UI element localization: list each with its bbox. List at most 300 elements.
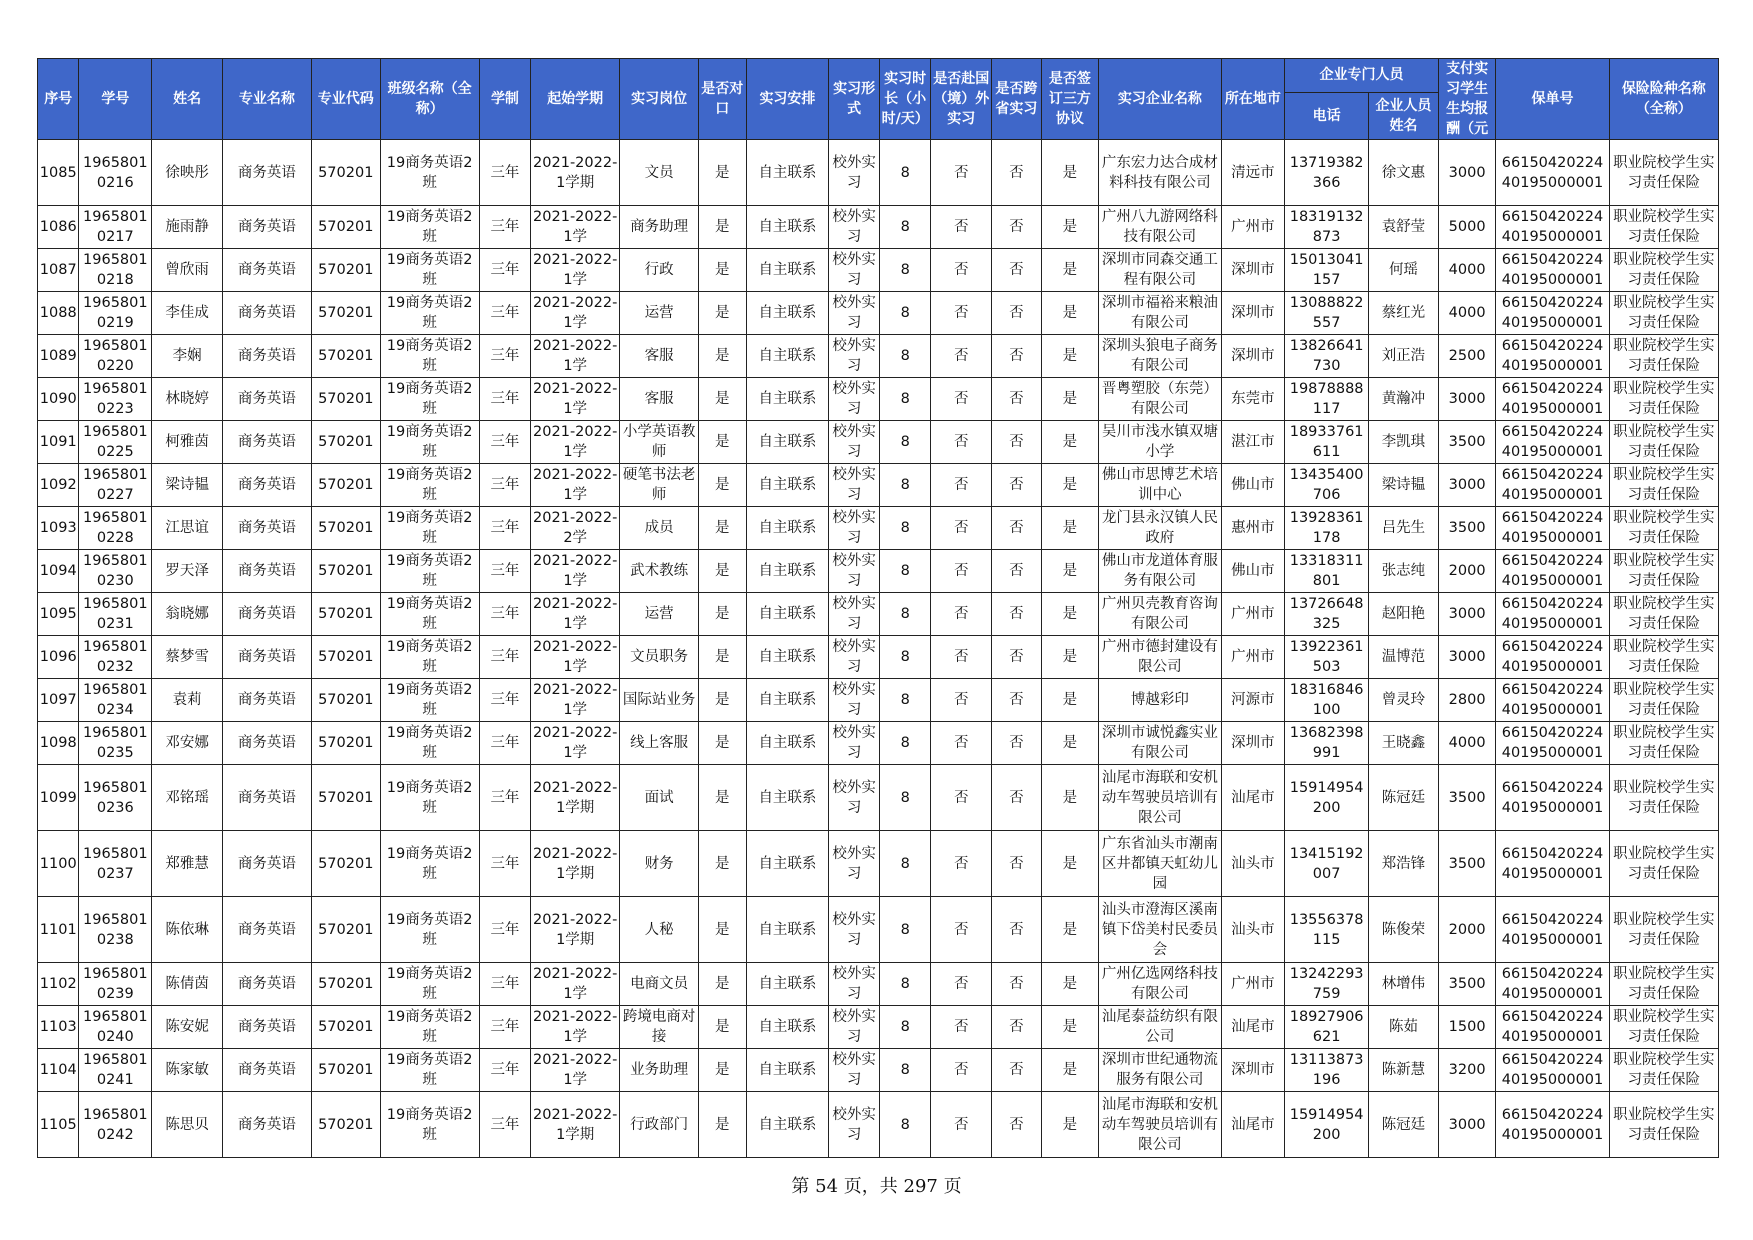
cell-major-code [311,206,380,249]
cell-matched [699,507,747,550]
cell-hours-text: 8 [900,692,910,708]
cell-policy-no [1496,464,1609,507]
cell-student-no [79,897,152,963]
cell-position [620,722,699,765]
cell-matched [699,1092,747,1158]
cell-company [1099,421,1221,464]
table-row [38,722,1719,765]
cell-position-text: 业务助理 [630,1062,689,1078]
table-row [38,206,1719,249]
cell-major-text: 商务英语 [237,477,296,493]
cell-arrangement [746,1006,829,1049]
cell-arrangement [746,897,829,963]
cell-position [620,593,699,636]
cell-name [152,206,223,249]
cell-pay-text: 3000 [1448,1116,1486,1133]
cell-term-text: 2021-2022-1学 [533,553,618,589]
cell-policy-no [1496,722,1609,765]
cell-company-text: 龙门县永汉镇人民政府 [1101,510,1218,546]
cell-term-text: 2021-2022-1学期 [533,911,618,948]
cell-position [620,421,699,464]
cell-name [152,593,223,636]
cell-insurance-text: 职业院校学生实习责任保险 [1613,911,1715,948]
cell-student-no-text: 19658010220 [83,338,148,374]
cell-name-text: 徐映彤 [165,164,209,181]
table-row [38,897,1719,963]
header-name: 姓名 [152,59,223,140]
cell-pay-text: 3000 [1448,649,1486,665]
cell-phone [1285,249,1369,292]
cell-major [222,963,311,1006]
cell-name [152,249,223,292]
cell-city-text: 广州市 [1231,219,1275,235]
cell-term [531,636,620,679]
cell-city [1221,1049,1285,1092]
cell-matched [699,1006,747,1049]
cell-abroad [931,335,992,378]
cell-form-text: 校外实习 [832,381,876,417]
cell-duration [479,507,531,550]
cell-class [380,1092,479,1158]
cell-term [531,963,620,1006]
cell-phone [1285,421,1369,464]
cell-major-text: 商务英语 [237,391,296,407]
cell-city [1221,1092,1285,1158]
cell-arrangement-text: 自主联系 [758,164,817,181]
cell-abroad-text: 否 [954,1062,969,1078]
cell-tripartite [1041,550,1099,593]
cell-tripartite-text: 是 [1062,563,1078,579]
cell-staff-name-text: 温博范 [1381,649,1426,665]
cell-student-no-text: 19658010240 [83,1009,148,1045]
cell-pay-text: 2500 [1448,348,1486,364]
cell-insurance-text: 职业院校学生实习责任保险 [1613,682,1715,718]
cell-student-no-text: 19658010225 [83,424,148,460]
cell-term-text: 2021-2022-1学 [533,596,618,632]
cell-seq-text: 1095 [39,606,77,622]
cell-tripartite [1041,421,1099,464]
cell-matched-text: 是 [715,520,730,536]
cell-major [222,1049,311,1092]
header-company: 实习企业名称 [1099,59,1221,140]
cell-policy-no [1496,636,1609,679]
cell-arrangement-text: 自主联系 [758,789,817,806]
cell-phone-text: 13726648325 [1289,596,1364,632]
cell-city-text: 东莞市 [1231,391,1275,407]
cell-matched-text: 是 [715,789,730,806]
cell-duration-text: 三年 [490,789,520,806]
cell-cross-province [992,140,1042,206]
cell-arrangement [746,593,829,636]
cell-pay [1438,507,1496,550]
cell-matched-text: 是 [715,1116,730,1133]
cell-name [152,679,223,722]
cell-insurance-text: 职业院校学生实习责任保险 [1613,510,1715,546]
header-class-name: 班级名称（全称） [380,59,479,140]
cell-hours-text: 8 [900,976,910,992]
cell-name [152,335,223,378]
cell-city [1221,292,1285,335]
cell-staff-name-text: 刘正浩 [1381,348,1426,364]
cell-duration [479,378,531,421]
cell-cross-province [992,249,1042,292]
table-row [38,464,1719,507]
cell-term-text: 2021-2022-1学 [533,252,618,288]
cell-seq-text: 1085 [39,164,77,181]
cell-term [531,1006,620,1049]
cell-pay-text: 3000 [1448,391,1486,407]
cell-hours [879,421,931,464]
cell-student-no-text: 19658010238 [83,911,148,948]
cell-abroad-text: 否 [954,976,969,992]
cell-major-text: 商务英语 [237,1062,296,1078]
cell-major-code-text: 570201 [318,305,374,321]
cell-company [1099,1006,1221,1049]
table-row [38,140,1719,206]
cell-pay [1438,249,1496,292]
cell-hours-text: 8 [900,649,910,665]
cell-form-text: 校外实习 [832,966,876,1002]
cell-term-text: 2021-2022-1学 [533,381,618,417]
cell-term [531,831,620,897]
cell-staff-name [1369,636,1439,679]
cell-phone-text: 13113873196 [1289,1052,1364,1088]
cell-student-no [79,765,152,831]
cell-student-no-text: 19658010236 [83,779,148,816]
cell-student-no-text: 19658010227 [83,467,148,503]
cell-duration-text: 三年 [490,921,520,938]
cell-matched-text: 是 [715,219,730,235]
cell-city-text: 深圳市 [1231,1062,1275,1078]
cell-policy-no-text: 6615042022440195000001 [1501,966,1604,1002]
table-row [38,963,1719,1006]
cell-class-text: 19商务英语2班 [386,252,473,288]
cell-city-text: 深圳市 [1231,735,1275,751]
cell-arrangement [746,378,829,421]
cell-term-text: 2021-2022-2学 [533,510,618,546]
header-major-code: 专业代码 [311,59,380,140]
cell-company [1099,335,1221,378]
cell-cross-province-text: 否 [1009,477,1024,493]
cell-seq [38,249,79,292]
cell-matched-text: 是 [715,164,730,181]
cell-major [222,765,311,831]
cell-term [531,897,620,963]
cell-phone-text: 18319132873 [1289,209,1364,245]
cell-major-code [311,1006,380,1049]
cell-class-text: 19商务英语2班 [386,467,473,503]
cell-major-code [311,636,380,679]
cell-pay-text: 3000 [1448,477,1486,493]
cell-policy-no-text: 6615042022440195000001 [1501,467,1604,503]
cell-policy-no [1496,378,1609,421]
cell-position-text: 客服 [644,391,674,407]
cell-major [222,464,311,507]
cell-matched [699,550,747,593]
cell-class-text: 19商务英语2班 [386,966,473,1002]
cell-insurance-text: 职业院校学生实习责任保险 [1613,295,1715,331]
cell-tripartite [1041,1092,1099,1158]
cell-insurance [1609,722,1718,765]
cell-company-text: 博越彩印 [1130,692,1189,708]
cell-position-text: 线上客服 [630,735,689,751]
cell-phone-text: 13922361503 [1289,639,1364,675]
cell-name-text: 郑雅慧 [165,855,209,872]
cell-major-code-text: 570201 [318,1019,374,1035]
cell-pay-text: 3000 [1448,606,1486,622]
cell-cross-province-text: 否 [1009,692,1024,708]
cell-pay [1438,1049,1496,1092]
cell-staff-name-text: 陈冠廷 [1381,789,1426,806]
cell-company-text: 深圳头狼电子商务有限公司 [1101,338,1218,374]
cell-phone-text: 18933761611 [1289,424,1364,460]
cell-matched-text: 是 [715,1062,730,1078]
cell-major-code-text: 570201 [318,262,374,278]
cell-seq-text: 1099 [39,789,77,806]
cell-name-text: 袁莉 [172,692,202,708]
cell-abroad-text: 否 [954,477,969,493]
cell-city [1221,464,1285,507]
cell-student-no [79,206,152,249]
cell-major-code [311,722,380,765]
cell-staff-name [1369,831,1439,897]
header-insurance: 保险险种名称（全称） [1609,59,1718,140]
cell-tripartite [1041,765,1099,831]
cell-policy-no [1496,897,1609,963]
cell-seq [38,140,79,206]
cell-major-code [311,464,380,507]
cell-student-no [79,1092,152,1158]
cell-duration [479,421,531,464]
cell-major-code-text: 570201 [318,348,374,364]
cell-seq [38,636,79,679]
cell-phone-text: 13318311801 [1289,553,1364,589]
cell-name-text: 李娴 [172,348,202,364]
cell-staff-name [1369,765,1439,831]
cell-position-text: 成员 [644,520,674,536]
cell-position [620,140,699,206]
cell-name [152,140,223,206]
cell-major-code-text: 570201 [318,1116,374,1133]
cell-phone [1285,140,1369,206]
cell-matched [699,249,747,292]
cell-name [152,464,223,507]
cell-position-text: 硬笔书法老师 [622,467,696,503]
cell-form-text: 校外实习 [832,295,876,331]
cell-term [531,378,620,421]
cell-company [1099,507,1221,550]
cell-matched [699,421,747,464]
cell-tripartite-text: 是 [1062,1019,1078,1035]
cell-abroad-text: 否 [954,1116,969,1133]
cell-tripartite [1041,963,1099,1006]
cell-matched [699,206,747,249]
cell-class-text: 19商务英语2班 [386,1052,473,1088]
cell-student-no [79,292,152,335]
cell-insurance-text: 职业院校学生实习责任保险 [1613,338,1715,374]
cell-abroad [931,722,992,765]
cell-phone [1285,550,1369,593]
cell-insurance [1609,464,1718,507]
cell-matched-text: 是 [715,855,730,872]
cell-cross-province [992,679,1042,722]
cell-tripartite-text: 是 [1062,305,1078,321]
cell-class [380,206,479,249]
cell-tripartite [1041,897,1099,963]
cell-hours [879,765,931,831]
cell-abroad [931,292,992,335]
cell-staff-name-text: 陈新慧 [1381,1062,1426,1078]
cell-class [380,464,479,507]
cell-policy-no-text: 6615042022440195000001 [1501,553,1604,589]
cell-arrangement-text: 自主联系 [758,735,817,751]
cell-cross-province-text: 否 [1009,789,1024,806]
cell-major [222,831,311,897]
cell-company-text: 广东省汕头市潮南区井都镇天虹幼儿园 [1101,835,1218,892]
cell-position [620,1006,699,1049]
cell-abroad [931,507,992,550]
cell-policy-no [1496,421,1609,464]
cell-phone-text: 13242293759 [1289,966,1364,1002]
cell-major-code-text: 570201 [318,434,374,450]
cell-hours-text: 8 [900,391,910,407]
cell-form [829,1092,880,1158]
cell-major-text: 商务英语 [237,219,296,235]
cell-policy-no [1496,679,1609,722]
cell-class [380,1006,479,1049]
cell-abroad-text: 否 [954,855,969,872]
cell-term [531,593,620,636]
cell-name-text: 翁晓娜 [165,606,209,622]
cell-major-code-text: 570201 [318,976,374,992]
cell-cross-province [992,963,1042,1006]
cell-company [1099,1092,1221,1158]
cell-city [1221,593,1285,636]
cell-tripartite-text: 是 [1062,391,1078,407]
cell-major [222,378,311,421]
cell-major [222,249,311,292]
cell-student-no-text: 19658010216 [83,154,148,191]
cell-arrangement [746,507,829,550]
cell-city-text: 汕尾市 [1231,1019,1275,1035]
cell-duration-text: 三年 [490,649,520,665]
cell-major-code-text: 570201 [318,735,374,751]
cell-form [829,249,880,292]
cell-tripartite-text: 是 [1062,1062,1078,1078]
cell-policy-no [1496,292,1609,335]
cell-class [380,507,479,550]
cell-pay-text: 2000 [1448,921,1486,938]
cell-abroad-text: 否 [954,789,969,806]
cell-position-text: 运营 [644,305,674,321]
cell-abroad-text: 否 [954,219,969,235]
header-abroad: 是否赴国（境）外实习 [931,59,992,140]
cell-term-text: 2021-2022-1学期 [533,845,618,882]
cell-insurance [1609,679,1718,722]
cell-phone-text: 18927906621 [1289,1009,1364,1045]
cell-staff-name-text: 蔡红光 [1381,305,1426,321]
header-duration: 学制 [479,59,531,140]
cell-term-text: 2021-2022-1学 [533,295,618,331]
cell-arrangement [746,1049,829,1092]
cell-class-text: 19商务英语2班 [386,911,473,948]
cell-arrangement [746,464,829,507]
header-pay: 支付实习学生生均报酬（元 [1438,59,1496,140]
cell-name-text: 柯雅茵 [165,434,209,450]
cell-insurance-text: 职业院校学生实习责任保险 [1613,725,1715,761]
cell-major [222,1092,311,1158]
cell-seq-text: 1094 [39,563,77,579]
cell-cross-province [992,1092,1042,1158]
cell-position [620,1049,699,1092]
cell-staff-name [1369,464,1439,507]
cell-tripartite-text: 是 [1062,348,1078,364]
cell-company-text: 汕尾泰益纺织有限公司 [1101,1009,1218,1045]
cell-insurance-text: 职业院校学生实习责任保险 [1613,639,1715,675]
cell-staff-name-text: 张志纯 [1381,563,1426,579]
cell-arrangement-text: 自主联系 [758,305,817,321]
cell-student-no [79,550,152,593]
cell-staff-name [1369,963,1439,1006]
cell-major-code [311,963,380,1006]
cell-matched-text: 是 [715,348,730,364]
cell-tripartite-text: 是 [1062,789,1078,806]
cell-pay [1438,140,1496,206]
cell-name [152,1092,223,1158]
cell-insurance [1609,140,1718,206]
cell-insurance-text: 职业院校学生实习责任保险 [1613,154,1715,191]
cell-staff-name-text: 陈俊荣 [1381,921,1426,938]
cell-duration [479,636,531,679]
cell-position [620,249,699,292]
cell-abroad [931,1092,992,1158]
cell-seq [38,679,79,722]
cell-hours [879,1006,931,1049]
cell-abroad-text: 否 [954,649,969,665]
cell-pay [1438,292,1496,335]
cell-insurance [1609,636,1718,679]
cell-duration [479,1049,531,1092]
cell-duration [479,335,531,378]
cell-form-text: 校外实习 [832,1106,876,1143]
cell-seq [38,765,79,831]
cell-phone [1285,1049,1369,1092]
table-row [38,593,1719,636]
cell-student-no-text: 19658010235 [83,725,148,761]
cell-duration-text: 三年 [490,606,520,622]
cell-staff-name [1369,507,1439,550]
cell-form-text: 校外实习 [832,510,876,546]
cell-name-text: 邓铭瑶 [165,789,209,806]
cell-class [380,1049,479,1092]
cell-policy-no-text: 6615042022440195000001 [1501,639,1604,675]
cell-student-no [79,1006,152,1049]
cell-form [829,335,880,378]
cell-policy-no [1496,593,1609,636]
cell-abroad [931,831,992,897]
cell-seq [38,963,79,1006]
header-cross-province: 是否跨省实习 [992,59,1042,140]
cell-matched-text: 是 [715,477,730,493]
cell-duration-text: 三年 [490,520,520,536]
cell-phone-text: 13088822557 [1289,295,1364,331]
cell-abroad-text: 否 [954,921,969,938]
table-row [38,249,1719,292]
cell-phone-text: 15013041157 [1289,252,1364,288]
cell-term [531,292,620,335]
cell-class [380,292,479,335]
cell-cross-province [992,550,1042,593]
